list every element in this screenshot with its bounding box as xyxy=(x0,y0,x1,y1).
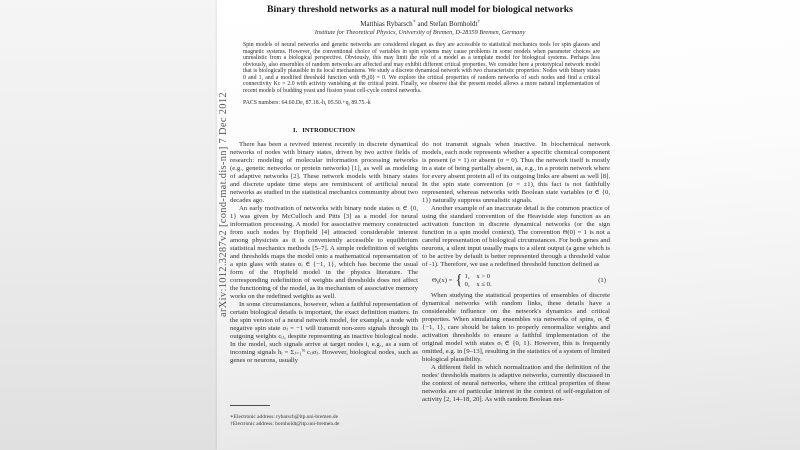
section-title: INTRODUCTION xyxy=(302,127,355,134)
footnote-divider xyxy=(230,405,270,406)
section-number: I. xyxy=(293,127,298,134)
page-title: Binary threshold networks as a natural null model for biological networks xyxy=(267,4,573,15)
equation-lhs: Θ₀(x) = xyxy=(432,277,453,285)
equation-case: 0, x ≤ 0. xyxy=(464,280,492,288)
footnotes-block xyxy=(230,405,418,428)
abstract-text: Spin models of neural networks and genetic networks are considered elegant as they are accessible to statistical mechanics tools for spin glasses and magnetic systems. However, the conventional choice of variables in spin systems may cause problems in some models when parameter choices are unrealistic from a biological perspective. Obviously, this may limit the role of a model as a template model for biological systems. Perhaps less obviously, also ensembles of random networks are affected and may exhibit different critical properties. We consider here a prototypical network model that is biologically plausible in its local mechanisms. We study a discrete dynamical network with two characteristic properties: Nodes with binary states 0 and 1, and a modified threshold function with Θ₀(0) = 0. We explore the critical properties of random networks of such nodes and find a critical connectivity Kc = 2.0 with activity vanishing at the critical point. Finally, we observe that the present model allows a more natural implementation of recent models of budding yeast and fission yeast cell-cycle control networks. xyxy=(243,42,600,94)
paragraph: Another example of an inaccurate detail is the common practice of using the standard convention of the Heaviside step function as an activation function in discrete dynamical networks (or the sign function in a spin model context). The convention Θ(0) = 1 is not a careful representation of biological circumstances. For both genes and neurons, a silent input usually maps to a silent output (a gene which is to be active by default is better represented through a threshold value of -1). Therefore, we use a redefined threshold function defined as xyxy=(422,205,610,268)
paragraph: A different field in which normalization and the definition of the nodes' thresholds matters is adaptive networks, currently discussed in the context of neural networks, where the critical properties of these networks are of particular interest in the context of self-regulation of activity [2, 14–18, 20]. As with random Boolean net- xyxy=(422,364,610,404)
paragraph: An early motivation of networks with binary node states σᵢ ∈ {0, 1} was given by McCulloch and Pitts [3] as a model for neural information processing. A model for associative memory constructed from such nodes by Hopfield [4] attracted considerable interest among physicists as it is conveniently accessible to equilibrium statistical mechanics methods [5–7]. A simple redefinition of weights and thresholds maps the model onto a mathematical representation of a spin glass with states σᵢ ∈ {−1, 1}, which has become the usual form of the Hopfield model in the physics literature. The corresponding redefinition of weights and thresholds does not affect the functioning of the model, as its mechanism of associative memory works on the redefined weights as well. xyxy=(230,205,418,300)
paragraph: When studying the statistical properties of ensembles of discrete dynamical networks with random links, these details have a considerable influence on the network's dynamics and critical properties. When simulating ensembles via networks of spins, σᵢ ∈ {−1, 1}, care should be taken to properly renormalize weights and activation thresholds to ensure a faithful implementation of the original model with states σᵢ ∈ {0, 1}. However, this is frequently omitted, e.g. in [9–13], resulting in the statistics of a system of limited biological plausibility. xyxy=(422,292,610,364)
left-column xyxy=(230,127,418,365)
pacs-line: PACS numbers: 64.60.De, 87.18.-h, 05.50.+q, 89.75.-k xyxy=(243,100,371,106)
paragraph: do not transmit signals when inactive. In biochemical network models, each node represents whether a specific chemical component is present (σ = 1) or absent (σ = 0). Thus the network itself is mostly in a state of being partially absent, as, e.g., in a protein network where for every absent protein all of its outgoing links are absent as well [8]. In the spin state convention (σ = ±1), this fact is not faithfully represented, whereas networks with Boolean state variables (σ ∈ {0, 1}) naturally suppress unrealistic signals. xyxy=(422,141,610,204)
brace-glyph: { xyxy=(455,272,463,289)
authors-separator: and xyxy=(415,20,430,28)
paper-header xyxy=(230,0,610,106)
author-name: Matthias Rybarsch xyxy=(360,20,413,28)
footnote: †Electronic address: bornholdt@itp.uni-bremen.de xyxy=(230,421,340,427)
author-footnote-marker: † xyxy=(477,18,480,24)
author-footnote-marker: ∗ xyxy=(412,18,416,24)
equation-case: 1, x > 0 xyxy=(464,273,491,280)
paragraph: In some circumstances, however, when a faithful representation of certain biological details is important, the exact definition matters. In the spin version of a neural network model, for example, a node with negative spin state σⱼ = −1 will transmit non-zero signals through its outgoing weights cᵢⱼ, despite representing an inactive biological node. In the model, such signals arrive at target nodes i, e.g., as a sum of incoming signals hᵢ = Σⱼ₌₁ᴺ cᵢⱼσⱼ. However, biological nodes, such as genes or neurons, usually xyxy=(230,301,418,364)
affiliation: Institute for Theoretical Physics, University of Bremen, D-28359 Bremen, Germany xyxy=(314,29,526,36)
paragraph: There has been a revived interest recently in discrete dynamical networks of nodes with binary states, driven by two active fields of research: modeling of molecular information processing networks (e.g., genetic networks or protein networks) [1], as well as modeling of adaptive networks [2]. These network models with binary states and discrete update time steps are reminiscent of artificial neural networks as studied in the statistical mechanics community about two decades ago. xyxy=(230,141,418,204)
right-column xyxy=(422,141,610,450)
footnote: ∗Electronic address: rybarsch@itp.uni-bremen.de xyxy=(230,414,339,420)
equation-cases xyxy=(465,273,492,288)
arxiv-stamp: arXiv:1012.3287v2 [cond-mat.dis-nn] 7 Dec 2012 xyxy=(218,92,229,317)
equation-1 xyxy=(432,273,610,288)
author-name: Stefan Bornholdt xyxy=(429,20,478,28)
equation-number: (1) xyxy=(598,277,606,285)
section-heading xyxy=(230,127,418,134)
authors-line xyxy=(230,20,610,28)
